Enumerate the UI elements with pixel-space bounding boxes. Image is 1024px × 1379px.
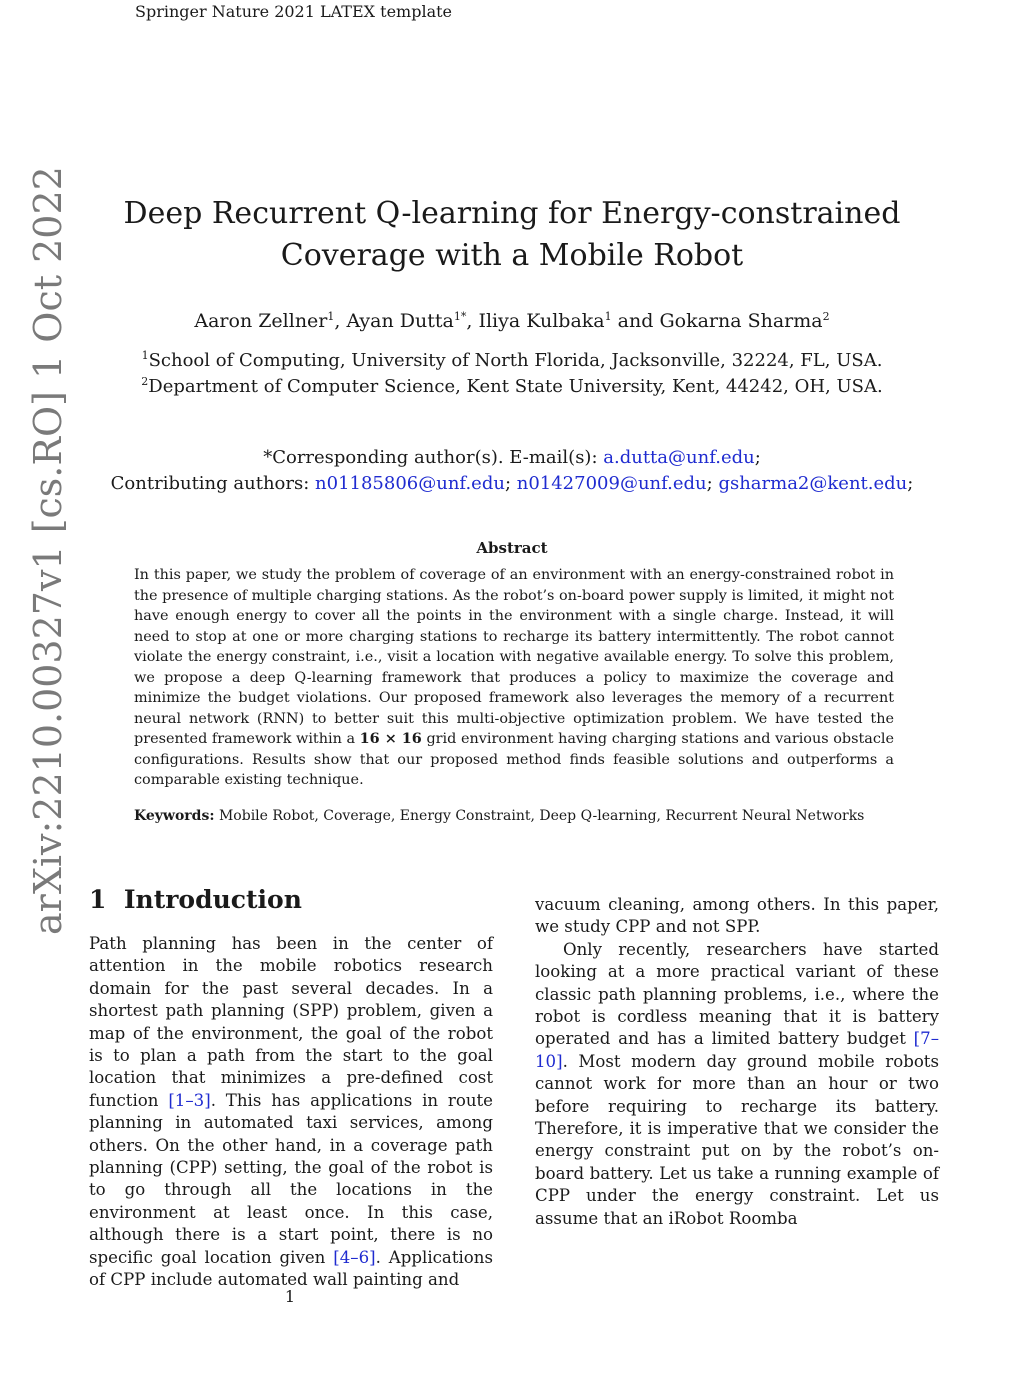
author-name: Gokarna Sharma	[659, 310, 823, 332]
affiliations	[60, 348, 964, 400]
section-number: 1	[89, 885, 107, 914]
paragraph-text: . Applications of CPP include automated wall painting and	[89, 1247, 493, 1290]
author-name: Ayan Dutta	[346, 310, 454, 332]
author-affil-mark: 2	[822, 310, 830, 323]
author-name: Iliya Kulbaka	[478, 310, 605, 332]
abstract-body	[134, 565, 894, 791]
abstract-text: In this paper, we study the problem of coverage of an environment with an energy-constrained robot in the presence of multiple charging stations. As the robot’s on-board power supply is limited, it might not have enough energy to cover all the points in the environment with a single charge. Instead, it will need to stop at one or more charging stations to recharge its battery intermittently. The robot cannot violate the energy constraint, i.e., visit a location with negative available energy. To solve this problem, we propose a deep Q-learning framework that produces a policy to maximize the coverage and minimize the budget violations. Our proposed framework also leverages the memory of a recurrent neural network (RNN) to better suit this multi-objective optimization problem. We have tested the presented framework within a	[134, 567, 894, 747]
author-affil-mark: 1*	[453, 310, 467, 323]
keywords-text: Mobile Robot, Coverage, Energy Constraint, Deep Q-learning, Recurrent Neural Networks	[218, 808, 865, 824]
page-number: 1	[284, 1287, 296, 1306]
affiliation-1	[60, 348, 964, 374]
affiliation-mark: 2	[141, 375, 149, 388]
contributor-email-link[interactable]: n01427009@unf.edu	[516, 473, 707, 494]
abstract-text: grid environment having charging stations and various obstacle configurations. Results show that our proposed method finds feasible solutions and outperforms a comparable existing technique.	[134, 731, 895, 788]
contributor-email-link[interactable]: n01185806@unf.edu	[315, 473, 505, 494]
citation-link[interactable]: [1–3]	[168, 1090, 211, 1110]
abstract-heading: Abstract	[476, 539, 548, 557]
paragraph	[535, 939, 939, 1230]
paragraph-text: . Most modern day ground mobile robots cannot work for more than an hour or two before requiring to recharge its battery. Therefore, it is imperative that we consider the energy constraint put on by the robot’s on-board battery. Let us take a running example of CPP under the energy constraint. Let us assume that an iRobot Roomba	[535, 1051, 939, 1228]
citation-link[interactable]: [4–6]	[333, 1247, 376, 1267]
affiliation-mark: 1	[141, 349, 149, 362]
citation-link[interactable]: [7–10]	[535, 1029, 939, 1071]
running-header: Springer Nature 2021 LATEX template	[135, 2, 452, 21]
keywords	[134, 808, 894, 824]
title-line-2: Coverage with a Mobile Robot	[280, 238, 744, 273]
right-column	[535, 894, 939, 1230]
paragraph	[89, 933, 493, 1292]
author-connector: and	[617, 310, 654, 332]
affiliation-text: School of Computing, University of North Florida, Jacksonville, 32224, FL, USA.	[148, 350, 883, 371]
corresponding-author-line: *Corresponding author(s). E-mail(s): a.dutta@unf.edu;	[263, 447, 761, 468]
contributing-authors-line: Contributing authors: n01185806@unf.edu; n01427009@unf.edu; gsharma2@kent.edu;	[110, 473, 914, 494]
section-heading	[89, 885, 302, 914]
affiliation-text: Department of Computer Science, Kent State University, Kent, 44242, OH, USA.	[148, 376, 883, 397]
author-name: Aaron Zellner	[194, 310, 328, 332]
abstract-grid-size: 16 × 16	[359, 730, 422, 747]
author-list: Aaron Zellner$^1$, Ayan Dutta$^{1*}$, Iliya Kulbaka$^1$ and Gokarna Sharma$^2$	[194, 310, 830, 332]
arxiv-stamp: arXiv:2210.00327v1 [cs.RO] 1 Oct 2022	[26, 166, 70, 935]
section-title: Introduction	[123, 885, 302, 914]
title-line-1: Deep Recurrent Q-learning for Energy-constrained	[123, 196, 901, 231]
author-affil-mark: 1	[604, 310, 612, 323]
left-column	[89, 933, 493, 1292]
paragraph-text: Only recently, researchers have started looking at a more practical variant of these classic path planning problems, i.e., where the robot is cordless meaning that it is battery operated and has a limited battery budget	[535, 939, 939, 1049]
corresponding-label: *Corresponding author(s). E-mail(s):	[263, 447, 598, 468]
affiliation-2	[60, 374, 964, 400]
correspondence	[60, 445, 964, 497]
paper-title	[60, 193, 964, 277]
corresponding-email-link[interactable]: a.dutta@unf.edu	[603, 447, 755, 468]
paragraph-text: . This has applications in route planning in automated taxi services, among others. On the other hand, in a coverage path planning (CPP) setting, the goal of the robot is to go through all the locations in the environment at least once. In this case, although there is a start point, there is no specific goal location given	[89, 1090, 493, 1267]
author-affil-mark: 1	[327, 310, 335, 323]
keywords-label: Keywords:	[134, 808, 215, 824]
contributing-label: Contributing authors:	[110, 473, 310, 494]
paragraph-text: Path planning has been in the center of attention in the mobile robotics research domain for the past several decades. In a shortest path planning (SPP) problem, given a map of the environment, the goal of the robot is to plan a path from the start to the goal location that minimizes a pre-defined cost function	[89, 934, 493, 1110]
paragraph: vacuum cleaning, among others. In this paper, we study CPP and not SPP.	[535, 895, 939, 937]
contributor-email-link[interactable]: gsharma2@kent.edu	[718, 473, 908, 494]
